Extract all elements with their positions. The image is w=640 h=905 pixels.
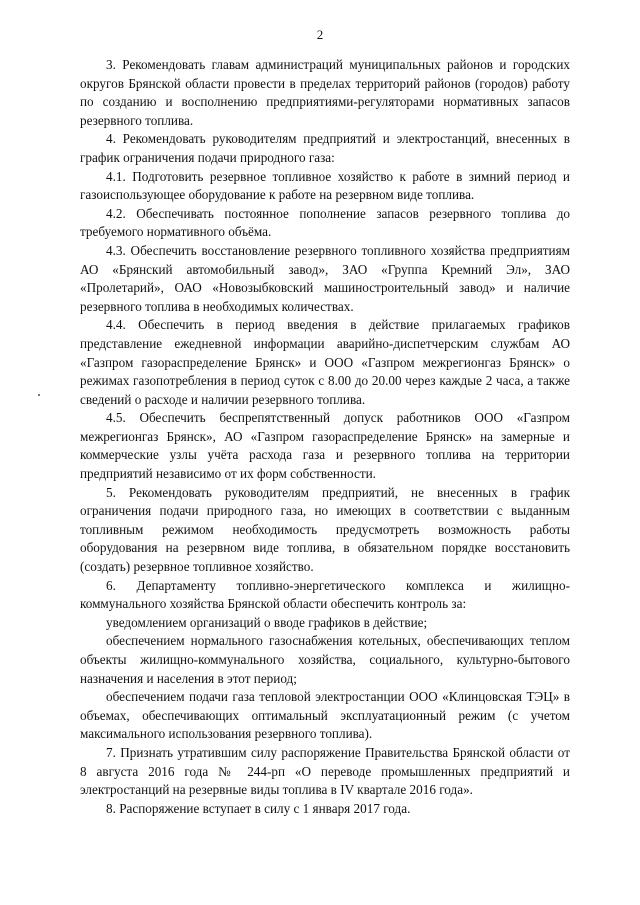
paragraph-3: 3. Рекомендовать главам администраций муниципальных районов и городских округов Брянской области провести в пределах территорий районов (городов) работу по созданию и восполнению предприятиями-регуляторами нормативных запасов резервного топлива. <box>80 57 570 128</box>
scan-speck <box>38 394 40 396</box>
paragraph-6: 6. Департаменту топливно-энергетического комплекса и жилищно-коммунального хозяйства Брянской области обеспечить контроль за: <box>80 577 570 612</box>
paragraph-8: 8. Распоряжение вступает в силу с 1 января 2017 года. <box>106 800 411 816</box>
paragraph-6-item-3: обеспечением подачи газа тепловой электростанции ООО «Клинцовская ТЭЦ» в объемах, обеспечивающих оптимальный эксплуатационный режим (с учетом максимального использования резервного топлива). <box>80 689 570 742</box>
paragraph-4: 4. Рекомендовать руководителям предприятий и электростанций, внесенных в график ограничения подачи природного газа: <box>80 131 570 165</box>
paragraph-6-item-2: обеспечением нормального газоснабжения котельных, обеспечивающих теплом объекты жилищно-коммунального хозяйства, социального, культурно-бытового назначения и населения в этот период; <box>80 633 570 686</box>
paragraph-7: 7. Признать утратившим силу распоряжение Правительства Брянской области от 8 августа 2016 года № 244-рп «О переводе промышленных предприятий и электростанций на резервные виды топлива в IV квартале 2016 года». <box>80 744 570 798</box>
paragraph-4-5: 4.5. Обеспечить беспрепятственный допуск работников ООО «Газпром межрегионгаз Брянск», АО «Газпром газораспределение Брянск» на замерные и коммерческие узлы учёта расхода газа и резервного топлива на территории предприятий независимо от их форм собственности. <box>80 410 570 482</box>
page-number: 2 <box>316 27 324 42</box>
paragraph-5: 5. Рекомендовать руководителям предприятий, не внесенных в график ограничения подачи природного газа, но имеющих в соответствии с выданным топливным режимом необходимость предусмотреть возможность работы оборудования на резервном виде топлива, в обязательном порядке восстановить (создать) резервное топливное хозяйство. <box>80 484 570 575</box>
paragraph-4-3: 4.3. Обеспечить восстановление резервного топливного хозяйства предприятиям АО «Брянский автомобильный завод», ЗАО «Группа Кремний Эл», ЗАО «Пролетарий», ОАО «Новозыбковский машиностроительный завод» и наличие резервного топлива в необходимых количествах. <box>80 242 570 314</box>
paragraph-4-2: 4.2. Обеспечивать постоянное пополнение запасов резервного топлива до требуемого нормативного объёма. <box>80 205 570 240</box>
document-body <box>80 56 570 818</box>
paragraph-4-4: 4.4. Обеспечить в период введения в действие прилагаемых графиков представление ежедневной информации аварийно-диспетчерским службам АО «Газпром газораспределение Брянск» и ООО «Газпром межрегионгаз Брянск» о режимах газопотребления в период суток с 8.00 до 20.00 через каждые 2 часа, а также сведений о расходе и наличии резервного топлива. <box>80 317 570 407</box>
paragraph-6-item-1: уведомлением организаций о вводе графиков в действие; <box>106 614 428 630</box>
paragraph-4-1: 4.1. Подготовить резервное топливное хозяйство к работе в зимний период и газоиспользующее оборудование к работе на резервном виде топлива. <box>80 168 570 203</box>
